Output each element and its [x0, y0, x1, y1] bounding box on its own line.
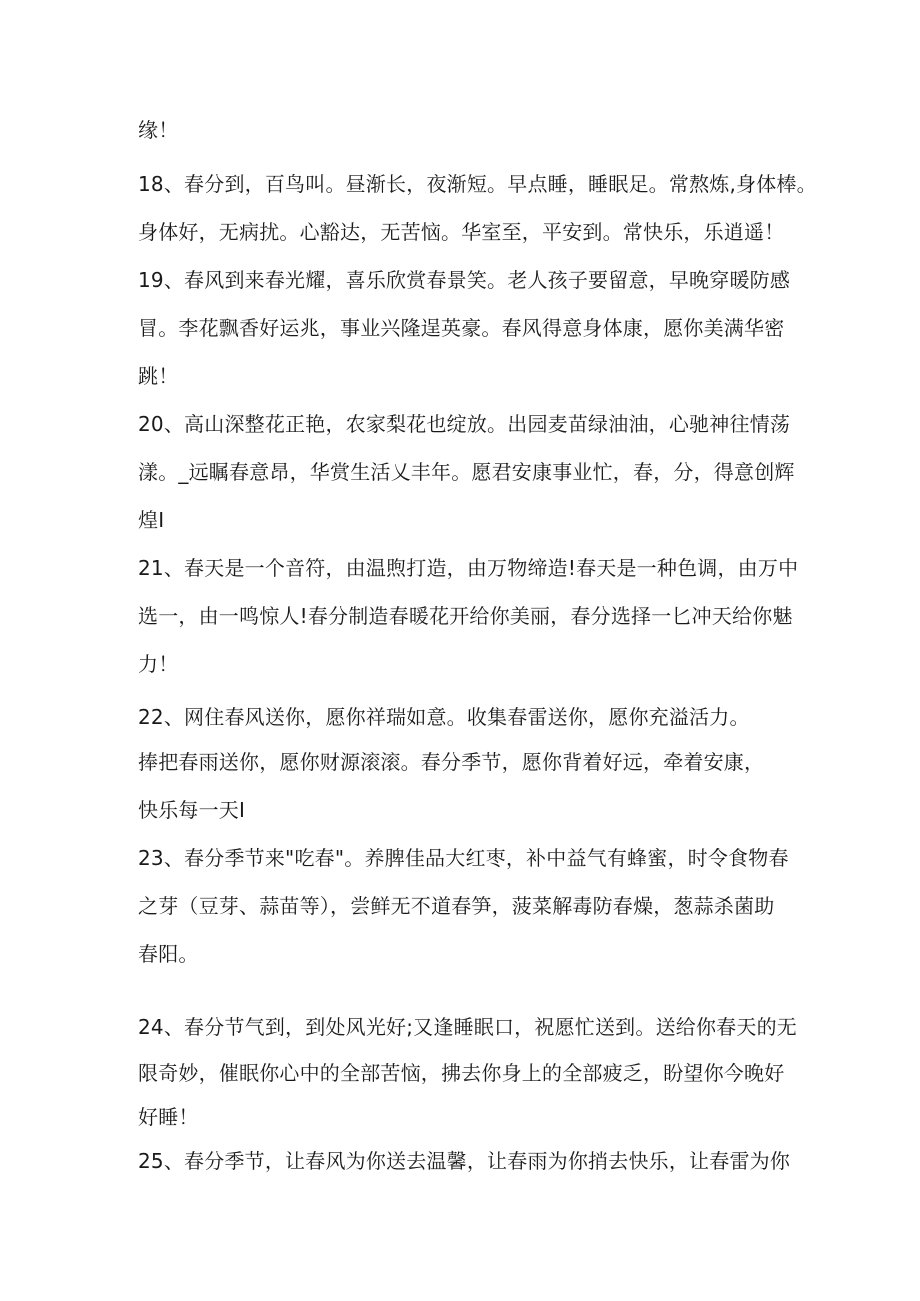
- text-line: 身体好，无病扰。心豁达，无苦恼。华室至，平安到。常快乐，乐逍遥！: [138, 220, 785, 244]
- text-line: 力！: [138, 652, 179, 676]
- text-line: 23、春分季节来"吃春"。养脾佳品大红枣，补中益气有蜂蜜，时令食物春: [138, 846, 789, 870]
- text-line: 跳！: [138, 364, 179, 388]
- text-line: 19、春风到来春光耀，喜乐欣赏春景笑。老人孩子要留意，早晚穿暖防感: [138, 268, 791, 292]
- text-line: 18、春分到，百鸟叫。昼渐长，夜渐短。早点睡，睡眠足。常熬炼,身体棒。: [138, 172, 817, 196]
- text-line: 选一，由一鸣惊人!春分制造春暖花开给你美丽，春分选择一匕冲天给你魅: [138, 604, 793, 628]
- text-line: 之芽（豆芽、蒜苗等），尝鲜无不道春笋，菠菜解毒防春燥，葱蒜杀菌助: [138, 894, 775, 918]
- text-line: 25、春分季节，让春风为你送去温馨，让春雨为你捎去快乐，让春雷为你: [138, 1149, 791, 1173]
- text-line: 缘！: [138, 118, 179, 142]
- text-line: 冒。李花飘香好运兆，事业兴隆逞英豪。春风得意身体康，愿你美满华密: [138, 316, 785, 340]
- text-line: 22、网住春风送你，愿你祥瑞如意。收集春雷送你，愿你充溢活力。: [138, 705, 750, 729]
- text-line: 20、高山深整花正艳，农家梨花也绽放。出园麦苗绿油油，心驰神往情荡: [138, 412, 791, 436]
- text-line: 限奇妙，催眠你心中的全部苦恼，拂去你身上的全部疲乏，盼望你今晚好: [138, 1061, 785, 1085]
- text-line: 煌I: [138, 508, 165, 532]
- text-line: 21、春天是一个音符，由温煦打造，由万物缔造!春天是一种色调，由万中: [138, 556, 799, 580]
- text-line: 快乐每一天I: [138, 798, 246, 822]
- text-line: 24、春分节气到，到处风光好;又逢睡眠口，祝愿忙送到。送给你春天的无: [138, 1015, 797, 1039]
- text-line: 漾。_远瞩春意昂，华赏生活乂丰年。愿君安康事业忙，春，分，得意创辉: [138, 460, 795, 484]
- text-line: 好睡！: [138, 1105, 199, 1129]
- text-line: 捧把春雨送你，愿你财源滚滚。春分季节，愿你背着好远，牵着安康，: [138, 750, 765, 774]
- text-line: 春阳。: [138, 942, 199, 966]
